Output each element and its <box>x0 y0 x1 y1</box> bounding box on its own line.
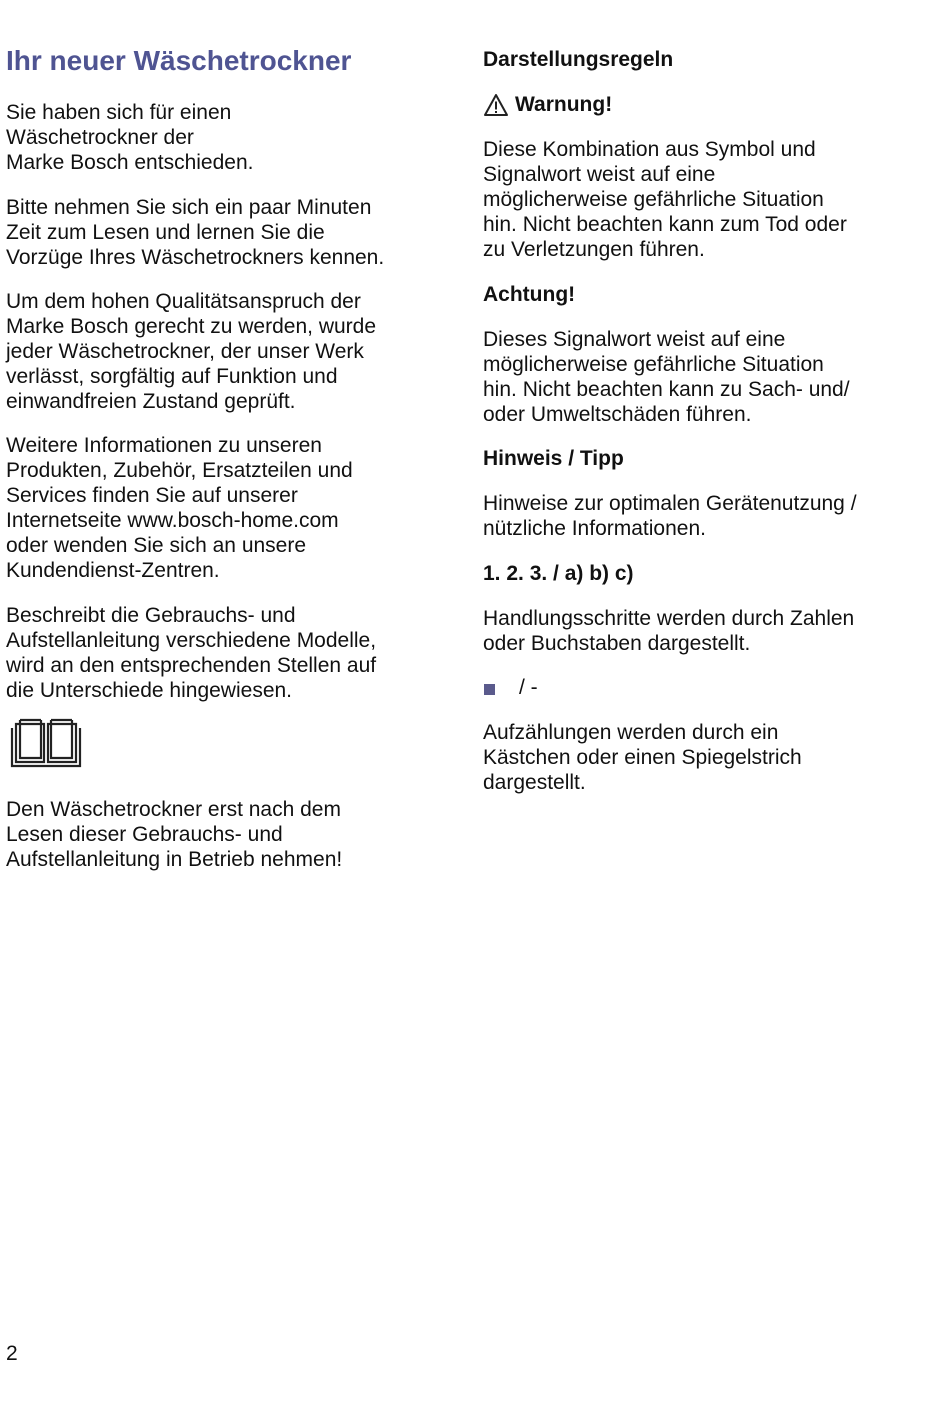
reading-time-paragraph: Bitte nehmen Sie sich ein paar Minuten Zeit zum Lesen und lernen Sie die Vorzüge Ihres Wäschetrockners kennen. <box>6 196 385 269</box>
warning-text: Diese Kombination aus Symbol und Signalwort weist auf eine möglicherweise gefährliche Situation hin. Nicht beachten kann zum Tod oder zu Verletzungen führen. <box>483 138 847 261</box>
open-manual-icon <box>10 718 82 770</box>
steps-label: 1. 2. 3. / a) b) c) <box>483 562 634 585</box>
hint-text: Hinweise zur optimalen Gerätenutzung / nützliche Informationen. <box>483 492 857 540</box>
conventions-heading: Darstellungsregeln <box>483 48 674 71</box>
bullet-symbol-row <box>483 675 538 700</box>
square-bullet-icon <box>484 684 495 695</box>
warning-triangle-icon <box>483 93 509 117</box>
bullet-text: Aufzählungen werden durch ein Kästchen oder einen Spiegelstrich dargestellt. <box>483 721 802 794</box>
page-number: 2 <box>6 1342 18 1365</box>
models-paragraph: Beschreibt die Gebrauchs- und Aufstellanleitung verschiedene Modelle, wird an den entsprechenden Stellen auf die Unterschiede hingewiesen. <box>6 604 377 702</box>
steps-text: Handlungsschritte werden durch Zahlen oder Buchstaben dargestellt. <box>483 607 855 655</box>
warning-label: Warnung! <box>515 93 613 116</box>
quality-paragraph: Um dem hohen Qualitätsanspruch der Marke Bosch gerecht zu werden, wurde jeder Wäschetrockner, der unser Werk verlässt, sorgfältig auf Funktion und einwandfreien Zustand geprüft. <box>6 290 377 413</box>
warning-label-row <box>483 92 612 117</box>
bullet-symbol-text: / - <box>519 676 538 699</box>
page-title: Ihr neuer Wäschetrockner <box>6 45 352 76</box>
read-before-use-paragraph: Den Wäschetrockner erst nach dem Lesen dieser Gebrauchs- und Aufstellanleitung in Betrieb nehmen! <box>6 798 343 871</box>
caution-text: Dieses Signalwort weist auf eine möglicherweise gefährliche Situation hin. Nicht beachten kann zu Sach- und/ oder Umweltschäden führen. <box>483 328 850 426</box>
hint-label: Hinweis / Tipp <box>483 447 624 470</box>
caution-label: Achtung! <box>483 283 576 306</box>
intro-paragraph: Sie haben sich für einen Wäschetrockner der Marke Bosch entschieden. <box>6 101 254 174</box>
more-info-paragraph: Weitere Informationen zu unseren Produkten, Zubehör, Ersatzteilen und Services finden Sie auf unserer Internetseite www.bosch-home.com oder wenden Sie sich an unsere Kundendienst-Zentren. <box>6 434 353 582</box>
